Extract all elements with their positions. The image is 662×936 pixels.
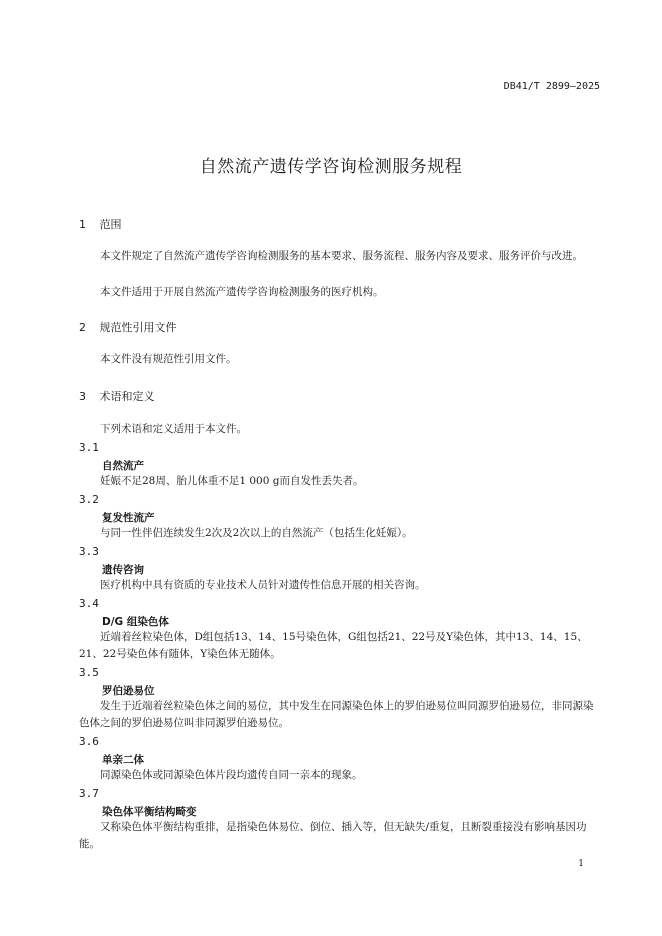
section-heading-2	[79, 319, 177, 335]
section-number: 3	[79, 390, 86, 403]
term-definition: 近端着丝粒染色体，D组包括13、14、15号染色体，G组包括21、22号及Y染色体，其中13、14、15、21、22号染色体有随体，Y染色体无随体。	[79, 631, 588, 660]
section-title: 规范性引用文件	[99, 321, 177, 334]
section-heading-3	[79, 388, 155, 404]
document-title: 自然流产遗传学咨询检测服务规程	[199, 157, 463, 177]
term-title: 复发性流产	[102, 512, 155, 524]
term-definition: 发生于近端着丝粒染色体之间的易位，其中发生在同源染色体上的罗伯逊易位叫同源罗伯逊易位，非同源染色体之间的罗伯逊易位叫非同源罗伯逊易位。	[79, 700, 594, 729]
paragraph: 本文件规定了自然流产遗传学咨询检测服务的基本要求、服务流程、服务内容及要求、服务评价与改进。	[100, 250, 583, 262]
term-number: 3.5	[79, 666, 99, 679]
term-title: D/G 组染色体	[102, 616, 169, 628]
section-number: 2	[79, 321, 86, 334]
paragraph: 下列术语和定义适用于本文件。	[100, 423, 247, 435]
term-title: 自然流产	[102, 460, 144, 472]
term-number: 3.1	[79, 441, 99, 454]
term-title: 罗伯逊易位	[102, 685, 155, 697]
section-heading-1	[79, 216, 122, 232]
term-definition: 医疗机构中具有资质的专业技术人员针对遗传性信息开展的相关咨询。	[100, 579, 426, 591]
term-title: 遗传咨询	[102, 564, 144, 576]
term-number: 3.4	[79, 597, 99, 610]
document-code: DB41/T 2899—2025	[503, 81, 600, 92]
section-number: 1	[79, 218, 86, 231]
term-definition: 与同一性伴侣连续发生2次及2次以上的自然流产（包括生化妊娠）。	[100, 527, 413, 539]
section-title: 范围	[99, 218, 122, 231]
term-number: 3.3	[79, 545, 99, 558]
term-number: 3.7	[79, 787, 99, 800]
term-number: 3.6	[79, 735, 99, 748]
paragraph: 本文件没有规范性引用文件。	[100, 353, 237, 365]
term-title: 单亲二体	[102, 754, 144, 766]
term-definition: 妊娠不足28周、胎儿体重不足1 000 g而自发性丢失者。	[100, 475, 364, 487]
term-definition: 同源染色体或同源染色体片段均遗传自同一亲本的现象。	[100, 769, 363, 781]
page-number: 1	[578, 859, 584, 869]
section-title: 术语和定义	[99, 390, 155, 403]
term-number: 3.2	[79, 493, 99, 506]
paragraph: 本文件适用于开展自然流产遗传学咨询检测服务的医疗机构。	[100, 286, 384, 298]
term-definition: 又称染色体平衡结构重排，是指染色体易位、倒位、插入等，但无缺失/重复，且断裂重接没有影响基因功能。	[79, 821, 587, 850]
term-title: 染色体平衡结构畸变	[102, 806, 197, 818]
